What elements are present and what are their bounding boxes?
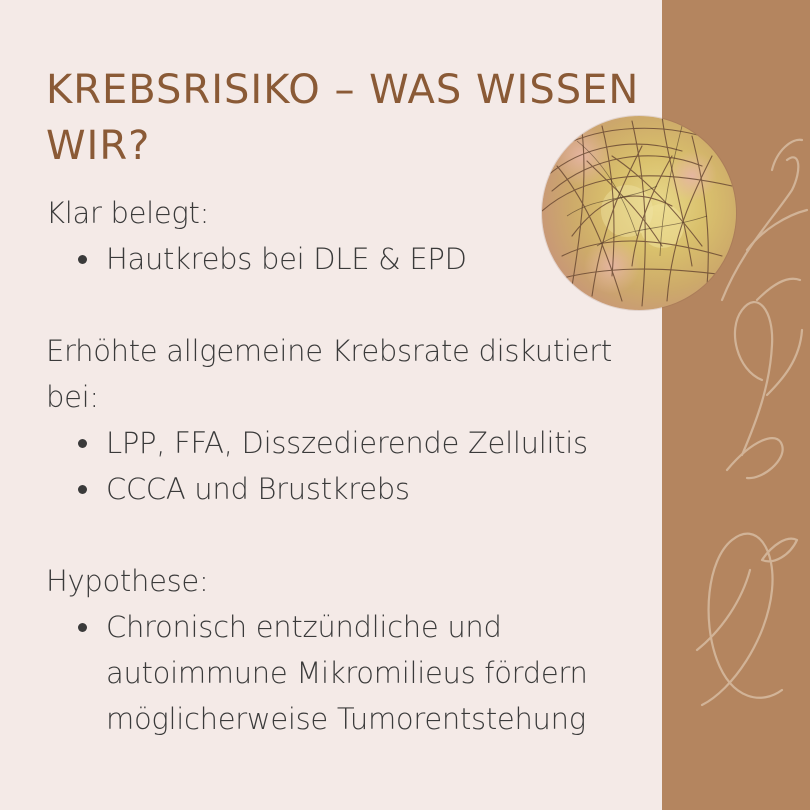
list-item-text: Chronisch entzündliche und autoimmune Mikromilieus fördern möglicherweise Tumorentstehung xyxy=(106,610,588,736)
section-discussed xyxy=(46,328,646,512)
section-heading: Klar belegt: xyxy=(46,196,210,230)
section-confirmed xyxy=(46,190,646,282)
list-item xyxy=(76,236,646,282)
bullet-icon xyxy=(78,623,87,632)
bullet-list xyxy=(46,236,646,282)
list-item xyxy=(76,604,606,742)
accent-sidebar xyxy=(662,0,810,810)
section-heading: Erhöhte allgemeine Krebsrate diskutiert bei: xyxy=(46,334,612,414)
bullet-icon xyxy=(78,255,87,264)
content-body xyxy=(46,190,646,742)
list-item xyxy=(76,466,646,512)
bullet-list xyxy=(46,420,646,512)
section-heading: Hypothese: xyxy=(46,564,209,598)
bullet-list xyxy=(46,604,646,742)
list-item xyxy=(76,420,646,466)
page-title: KREBSRISIKO – WAS WISSEN WIR? xyxy=(46,67,640,169)
section-hypothesis xyxy=(46,558,646,742)
bullet-icon xyxy=(78,439,87,448)
list-item-text: Hautkrebs bei DLE & EPD xyxy=(106,242,467,276)
signature-watermark xyxy=(662,0,810,810)
bullet-icon xyxy=(78,485,87,494)
list-item-text: CCCA und Brustkrebs xyxy=(106,472,410,506)
list-item-text: LPP, FFA, Disszedierende Zellulitis xyxy=(106,426,588,460)
